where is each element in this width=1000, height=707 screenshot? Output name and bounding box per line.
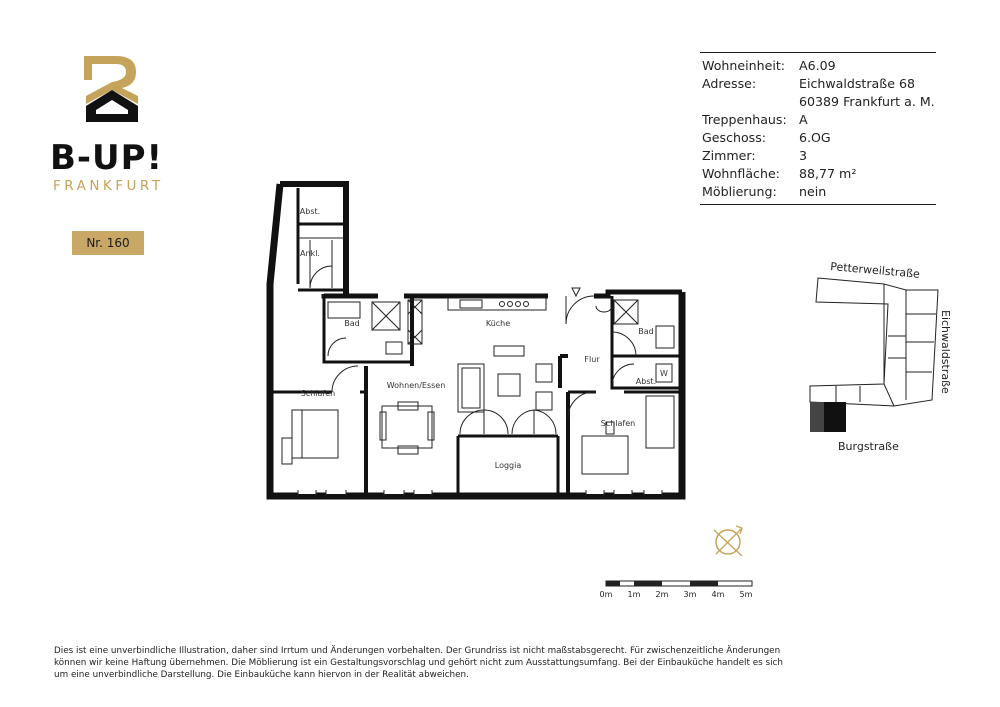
info-value: 88,77 m² (799, 166, 857, 181)
info-key: Möblierung: (702, 184, 777, 199)
info-key: Zimmer: (702, 148, 756, 163)
scale-bar (592, 575, 762, 601)
room-label-schlafen-left: Schlafen (300, 389, 336, 398)
room-label-ankl: Ankl. (300, 249, 320, 258)
room-label-bad-right: Bad (638, 327, 654, 336)
info-key: Wohneinheit: (702, 58, 786, 73)
info-value: A6.09 (799, 58, 836, 73)
scale-label: 3m (683, 590, 697, 599)
room-label-kueche: Küche (485, 319, 511, 328)
info-value: Eichwaldstraße 68 (799, 76, 915, 91)
info-row (702, 93, 936, 111)
info-value: 3 (799, 148, 808, 163)
info-row (702, 57, 936, 75)
info-row (702, 183, 936, 201)
brand-logo (50, 52, 175, 197)
scale-label: 5m (739, 590, 753, 599)
scale-label: 4m (711, 590, 725, 599)
street-label-burgstrasse: Burgstraße (838, 440, 899, 453)
room-label-w: W (660, 369, 668, 378)
info-key: Adresse: (702, 76, 757, 91)
room-label-wohnen-essen: Wohnen/Essen (386, 381, 446, 390)
brand-wordmark: B-UP! (50, 138, 164, 178)
info-row (702, 111, 936, 129)
street-label-petterweilstrasse: Petterweilstraße (829, 260, 921, 281)
disclaimer-text: Dies ist eine unverbindliche Illustration, daher sind Irrtum und Änderungen vorbehalten. Der Grundriss ist nicht maßstabsgerecht. Für zwischenzeitliche Änderungen können wir keine Haftung übernehmen. Die Möblierung ist ein Gestaltungsvorschlag und gehört nicht zum Ausstattungsumfang. Bei der Einbauküche handelt es sich um eine unverbindliche Darstellung. Die Einbauküche kann hiervon in der Realität abweichen. (54, 646, 783, 681)
info-row (702, 75, 936, 93)
room-label-abst-top: Abst. (299, 207, 321, 216)
room-label-schlafen-right: Schlafen (600, 419, 636, 428)
info-key: Wohnfläche: (702, 166, 780, 181)
info-key: Geschoss: (702, 130, 767, 145)
room-label-abst-right: Abst. (635, 377, 657, 386)
info-key (702, 93, 799, 111)
compass-icon (708, 524, 748, 560)
brand-mark-icon (80, 52, 142, 124)
info-row (702, 147, 936, 165)
scale-label: 1m (627, 590, 641, 599)
site-plan (796, 250, 956, 460)
brand-city: FRANKFURT (53, 178, 164, 194)
info-row (702, 165, 936, 183)
scale-label: 0m (599, 590, 613, 599)
room-label-bad-left: Bad (344, 319, 360, 328)
floor-plan (262, 178, 687, 500)
info-value: nein (799, 184, 827, 199)
unit-info-table (700, 52, 936, 205)
info-value: 60389 Frankfurt a. M. (799, 94, 935, 109)
room-label-loggia: Loggia (494, 461, 522, 470)
info-key: Treppenhaus: (702, 112, 787, 127)
unit-number-badge: Nr. 160 (72, 231, 144, 255)
room-label-flur: Flur (584, 355, 600, 364)
street-label-eichwaldstrasse: Eichwaldstraße (939, 310, 952, 394)
info-value: 6.OG (799, 130, 831, 145)
info-row (702, 129, 936, 147)
scale-label: 2m (655, 590, 669, 599)
info-value: A (799, 112, 808, 127)
